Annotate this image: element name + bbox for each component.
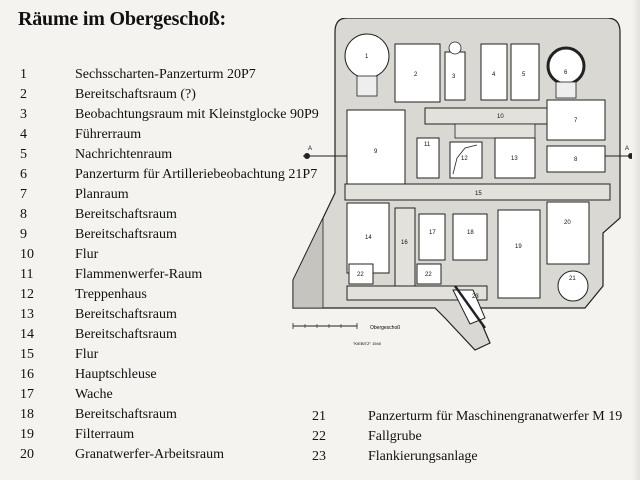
legend-number: 17 [20, 387, 34, 402]
legend-number: 12 [20, 287, 34, 302]
legend-number: 2 [20, 87, 27, 102]
legend-number: 16 [20, 367, 34, 382]
legend-text: Planraum [75, 187, 129, 202]
legend-number: 1 [20, 67, 27, 82]
label-room-13: 13 [511, 156, 518, 162]
label-room-2: 2 [414, 72, 418, 78]
label-room-18: 18 [467, 230, 474, 236]
room-19 [498, 210, 540, 298]
label-room-19: 19 [515, 244, 522, 250]
earth-fill [293, 218, 323, 308]
room-17 [419, 214, 445, 260]
legend-text: Fallgrube [368, 429, 422, 444]
legend-number: 8 [20, 207, 27, 222]
legend-number: 5 [20, 147, 27, 162]
label-room-14: 14 [365, 235, 372, 241]
legend-text: Bereitschaftsraum [75, 207, 177, 222]
legend-number: 18 [20, 407, 34, 422]
label-room-5: 5 [522, 72, 526, 78]
legend-number: 22 [312, 429, 326, 444]
legend-number: 4 [20, 127, 27, 142]
label-room-22-left: 22 [357, 272, 364, 278]
label-section-right: A [625, 146, 630, 152]
legend-text: Nachrichtenraum [75, 147, 173, 162]
legend-text: Flammenwerfer-Raum [75, 267, 203, 282]
legend-text: Treppenhaus [75, 287, 147, 302]
label-room-10: 10 [497, 114, 504, 120]
plan-caption: Obergeschoß [370, 325, 401, 331]
legend-number: 19 [20, 427, 34, 442]
legend-number: 20 [20, 447, 34, 462]
legend-number: 3 [20, 107, 27, 122]
legend-text: Wache [75, 387, 113, 402]
room-2 [395, 44, 440, 102]
label-room-22-right: 22 [425, 272, 432, 278]
legend-text: Hauptschleuse [75, 367, 157, 382]
legend-text: Flankierungsanlage [368, 449, 478, 464]
room-18 [453, 214, 487, 260]
legend-text: Führerraum [75, 127, 142, 142]
legend-number: 15 [20, 347, 34, 362]
legend-text: Panzerturm für Artilleriebeobachtung 21P7 [75, 167, 318, 182]
room-20 [547, 202, 589, 264]
page-title: Räume im Obergeschoß: [18, 8, 226, 30]
legend-text: Flur [75, 347, 99, 362]
room-6-turret [548, 48, 584, 84]
legend-text: Filterraum [75, 427, 135, 442]
label-room-12: 12 [461, 156, 468, 162]
legend-number: 21 [312, 409, 326, 424]
legend-text: Bereitschaftsraum (?) [75, 87, 196, 102]
legend-text: Flur [75, 247, 99, 262]
room-16 [395, 208, 415, 286]
legend-number: 14 [20, 327, 34, 342]
room-1-shaft [357, 76, 377, 96]
scale-bar [293, 323, 357, 329]
legend-text: Bereitschaftsraum [75, 307, 177, 322]
label-room-11: 11 [424, 142, 431, 148]
label-room-8: 8 [574, 157, 578, 163]
label-room-7: 7 [574, 118, 578, 124]
label-room-6: 6 [564, 70, 568, 76]
legend-text: Sechsscharten-Panzerturm 20P7 [75, 67, 256, 82]
legend-text: Panzerturm für Maschinengranatwerfer M 19 [368, 409, 623, 424]
periscope-icon [449, 42, 461, 54]
floor-plan [285, 18, 640, 368]
label-room-15: 15 [475, 191, 482, 197]
label-section-left: A [308, 146, 313, 152]
label-room-3: 3 [452, 74, 456, 80]
legend-text: Beobachtungsraum mit Kleinstglocke 90P9 [75, 107, 319, 122]
legend-text: Bereitschaftsraum [75, 327, 177, 342]
legend-text: Bereitschaftsraum [75, 407, 177, 422]
corridor-10-wing [455, 124, 535, 138]
label-room-16: 16 [401, 240, 408, 246]
plan-subcaption: "KIEBITZ" 1940 [353, 341, 381, 346]
legend-number: 23 [312, 449, 326, 464]
label-room-17: 17 [429, 230, 436, 236]
legend-number: 9 [20, 227, 27, 242]
label-room-23: 23 [472, 294, 479, 300]
page-edge-shadow [632, 0, 640, 480]
legend-number: 11 [20, 267, 34, 282]
legend-number: 6 [20, 167, 27, 182]
room-6-shaft [556, 82, 576, 98]
legend-text: Granatwerfer-Arbeitsraum [75, 447, 224, 462]
legend-text: Bereitschaftsraum [75, 227, 177, 242]
section-marker-left [304, 153, 310, 159]
label-room-20: 20 [564, 220, 571, 226]
room-10-corridor [425, 108, 550, 124]
label-room-21: 21 [569, 276, 576, 282]
legend-number: 13 [20, 307, 34, 322]
legend-number: 10 [20, 247, 34, 262]
legend-number: 7 [20, 187, 27, 202]
label-room-9: 9 [374, 149, 378, 155]
floor-plan-drawing [285, 18, 640, 368]
label-room-4: 4 [492, 72, 496, 78]
label-room-1: 1 [365, 54, 369, 60]
